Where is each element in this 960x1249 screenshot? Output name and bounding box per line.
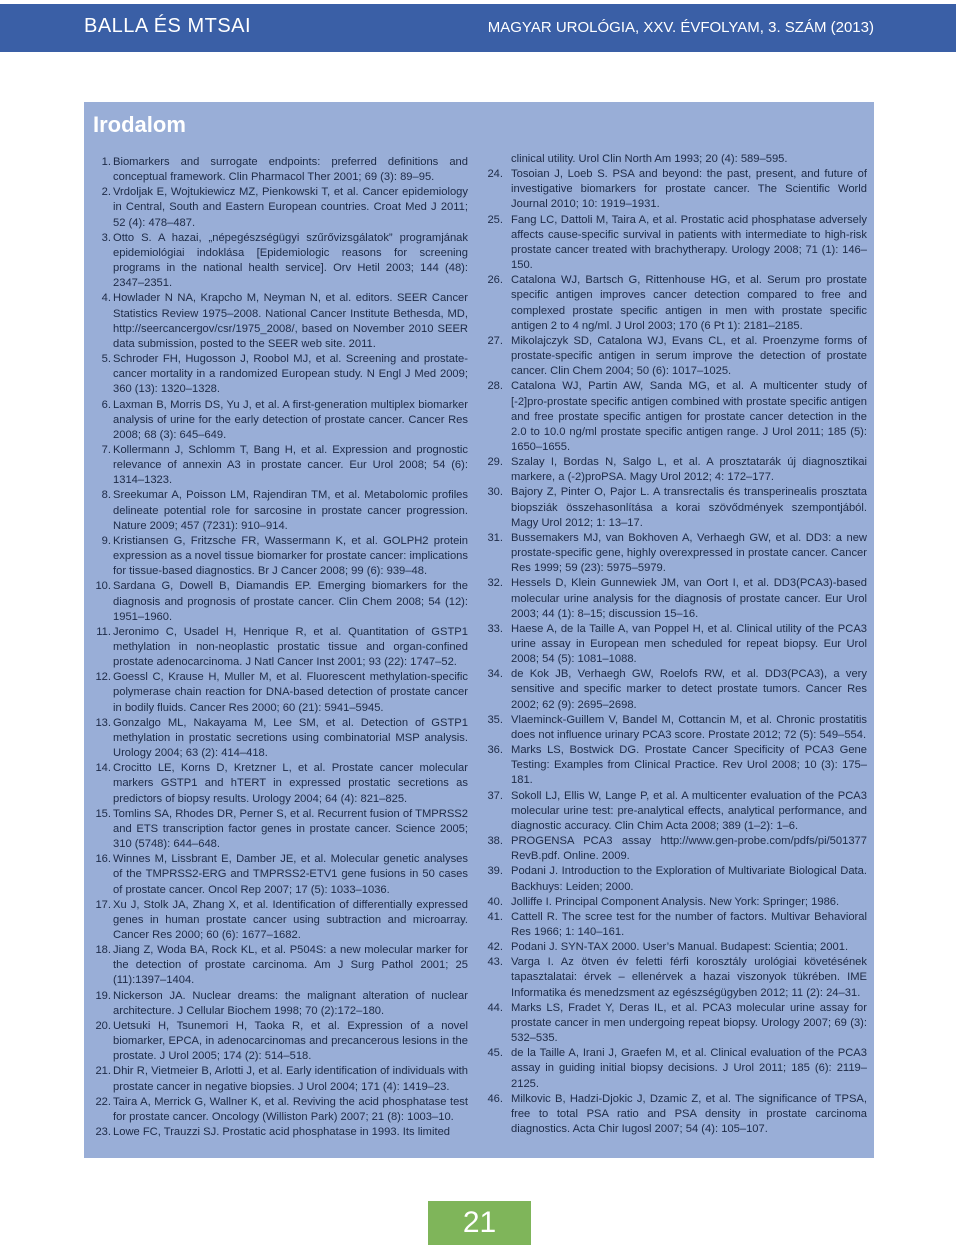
reference-item <box>486 531 867 576</box>
reference-item <box>486 1092 867 1137</box>
reference-number: 22. <box>95 1095 111 1108</box>
reference-text: Sardana G, Dowell B, Diamandis EP. Emerging biomarkers for the diagnosis and prognosis of prostate cancer. Clin Chem 2008; 54 (12): 1951–1960. <box>113 580 468 623</box>
reference-item <box>93 761 468 806</box>
reference-number: 34. <box>487 668 503 681</box>
reference-item <box>93 488 468 533</box>
reference-item <box>93 852 468 897</box>
reference-text: Xu J, Stolk JA, Zhang X, et al. Identification of differentially expressed genes in human prostate cancer using subtraction and microarray. Cancer Res 2000; 60 (6): 1677–1682. <box>113 898 468 941</box>
reference-text: Lowe FC, Trauzzi SJ. Prostatic acid phosphatase in 1993. Its limited <box>113 1126 451 1138</box>
references-panel <box>84 102 874 1158</box>
reference-text: Sokoll LJ, Ellis W, Lange P, et al. A multicenter evaluation of the PCA3 molecular urine test: pre-analytical effects, analytical performance, and diagnostic accuracy. Clin Chim Acta 2008; 389 (1–2): 1–6. <box>511 789 867 832</box>
reference-number: 32. <box>487 577 503 590</box>
reference-item <box>93 807 468 852</box>
reference-item <box>486 955 867 1000</box>
section-title: Irodalom <box>93 112 186 137</box>
reference-continuation <box>486 152 867 167</box>
reference-item <box>93 898 468 943</box>
reference-number: 6. <box>101 398 111 411</box>
reference-number: 39. <box>487 865 503 878</box>
reference-number: 26. <box>487 274 503 287</box>
reference-text: Bussemakers MJ, van Bokhoven A, Verhaegh GW, et al. DD3: a new prostate-specific gene, highly overexpressed in prostate cancer. Cancer Res 1999; 59 (23): 5975–5979. <box>511 531 867 575</box>
reference-text: Vlaeminck-Guillem V, Bandel M, Cottancin M, et al. Chronic prostatitis does not influence urinary PCA3 score. Prostate 2012; 72 (5): 549–554. <box>511 713 867 741</box>
page-header <box>0 4 956 52</box>
reference-text: Schroder FH, Hugosson J, Roobol MJ, et al. Screening and prostate-cancer mortality in a randomized European study. N Engl J Med 2009; 360 (13): 1320–1328. <box>113 353 468 396</box>
reference-number: 4. <box>101 292 111 305</box>
reference-item <box>93 231 468 292</box>
reference-item <box>486 834 867 864</box>
references-right-column <box>486 152 867 1137</box>
reference-number: 5. <box>101 353 111 366</box>
reference-text: Szalay I, Bordas N, Salgo L, et al. A prosztatarák új diagnosztikai markere, a (-2)proPSA. Magy Urol 2012; 4: 172–177. <box>511 456 867 484</box>
reference-text: Fang LC, Dattoli M, Taira A, et al. Prostatic acid phosphatase adversely affects cause-specific survival in patients with intermediate to high-risk prostate cancer treated with brachytherapy. Urology 2008; 71 (1): 146–150. <box>511 213 867 272</box>
reference-number: 16. <box>95 853 111 866</box>
reference-number: 8. <box>101 489 111 502</box>
reference-number: 46. <box>487 1092 503 1105</box>
reference-item <box>486 213 867 274</box>
reference-text: Haese A, de la Taille A, van Poppel H, et al. Clinical utility of the PCA3 urine assay in European men scheduled for repeat biopsy. Eur Urol 2008; 54 (5): 1081–1088. <box>511 622 867 666</box>
reference-text: Gonzalgo ML, Nakayama M, Lee SM, et al. Detection of GSTP1 methylation in prostatic secretions using combinatorial MSP analysis. Urology 2004; 63 (2): 414–418. <box>113 716 468 760</box>
reference-number: 10. <box>95 580 111 593</box>
reference-item <box>486 167 867 212</box>
reference-text: Nickerson JA. Nuclear dreams: the malignant alteration of nuclear architecture. J Cellular Biochem 1998; 70 (2):172–180. <box>113 989 468 1017</box>
reference-text: Jeronimo C, Usadel H, Henrique R, et al. Quantitation of GSTP1 methylation in non-neoplastic prostatic tissue and organ-confined prostate adenocarcinoma. J Natl Cancer Inst 2001; 93 (22): 1747–52. <box>113 625 468 669</box>
reference-text: Kollermann J, Schlomm T, Bang H, et al. Expression and prognostic relevance of annexin A3 in prostate cancer. Eur Urol 2008; 54 (6): 1314–1323. <box>113 443 468 487</box>
reference-text: Goessl C, Krause H, Muller M, et al. Fluorescent methylation-specific polymerase chain reaction for DNA-based detection of prostate cancer in bodily fluids. Cancer Res 2000; 60 (21): 5941–5945. <box>113 671 468 714</box>
reference-item <box>486 713 867 743</box>
reference-text: Biomarkers and surrogate endpoints: preferred definitions and conceptual framework. Clin Pharmacol Ther 2001; 69 (3): 89–95. <box>113 156 468 184</box>
reference-number: 1. <box>101 156 111 168</box>
reference-item <box>486 789 867 834</box>
reference-item <box>93 670 468 715</box>
reference-number: 13. <box>95 716 111 729</box>
page-number: 21 <box>462 1206 497 1239</box>
reference-number: 14. <box>95 762 111 775</box>
reference-text: Winnes M, Lissbrant E, Damber JE, et al. Molecular genetic analyses of the TMPRSS2-ERG and TMPRSS2-ETV1 gene fusions in 50 cases of prostate cancer. Oncol Rep 2007; 17 (5): 1033–1036. <box>113 853 468 896</box>
reference-item <box>93 185 468 230</box>
reference-item <box>93 291 468 352</box>
reference-text: Milkovic B, Hadzi-Djokic J, Dzamic Z, et al. The significance of TPSA, free to total PSA ratio and PSA density in prostate carcinoma diagnostics. Acta Chir Iugosl 2007; 54 (4): 105–107. <box>511 1092 867 1135</box>
reference-number: 40. <box>487 895 503 908</box>
reference-item <box>486 273 867 334</box>
reference-text: Vrdoljak E, Wojtukiewicz MZ, Pienkowski T, et al. Cancer epidemiology in Central, South and Eastern European countries. Croat Med J 2011; 52 (4): 478–487. <box>113 186 468 229</box>
reference-text: Mikolajczyk SD, Catalona WJ, Evans CL, et al. Proenzyme forms of prostate-specific antigen in serum improve the detection of prostate cancer. Clin Chem 2004; 50 (6): 1017–1025. <box>511 334 867 378</box>
reference-text: Dhir R, Vietmeier B, Arlotti J, et al. Early identification of individuals with prostate cancer in negative biopsies. J Urol 2004; 171 (4): 1419–23. <box>113 1065 468 1093</box>
reference-item <box>486 576 867 621</box>
reference-number: 27. <box>487 334 503 347</box>
reference-text: PROGENSA PCA3 assay http://www.gen-probe.com/pdfs/pi/501377 RevB.pdf. Online. 2009. <box>511 835 867 863</box>
reference-text: Jolliffe I. Principal Component Analysis. New York: Springer; 1986. <box>511 895 840 908</box>
reference-item <box>486 455 867 485</box>
reference-number: 25. <box>487 213 503 226</box>
reference-number: 33. <box>487 622 503 635</box>
reference-number: 38. <box>487 835 503 848</box>
page-number-box <box>428 1201 531 1245</box>
reference-item <box>486 667 867 712</box>
reference-item <box>486 864 867 894</box>
reference-item <box>93 1095 468 1125</box>
reference-item <box>486 743 867 788</box>
reference-item <box>93 1019 468 1064</box>
reference-number: 2. <box>101 186 111 199</box>
reference-text: Catalona WJ, Partin AW, Sanda MG, et al. A multicenter study of [-2]pro-prostate specific antigen combined with prostate specific antigen and free prostate specific antigen for prostate cancer detection in the 2.0 to 10.0 ng/ml prostate specific antigen range. J Urol 2011; 185 (5): 1650–1655. <box>511 380 867 453</box>
reference-item <box>93 398 468 443</box>
journal-running-head: MAGYAR UROLÓGIA, XXV. ÉVFOLYAM, 3. SZÁM (2013) <box>487 19 874 36</box>
reference-item <box>93 943 468 988</box>
reference-number: 3. <box>101 231 111 244</box>
reference-text: de la Taille A, Irani J, Graefen M, et al. Clinical evaluation of the PCA3 assay in guiding initial biopsy decisions. J Urol 2011; 185 (6): 2119–2125. <box>511 1047 867 1090</box>
reference-item <box>93 155 468 185</box>
reference-number: 23. <box>95 1126 111 1138</box>
reference-text: Marks LS, Fradet Y, Deras IL, et al. PCA3 molecular urine assay for prostate cancer in men undergoing repeat biopsy. Urology 2007; 69 (3): 532–535. <box>511 1001 867 1045</box>
reference-number: 20. <box>95 1019 111 1032</box>
reference-number: 18. <box>95 944 111 957</box>
reference-number: 37. <box>487 789 503 802</box>
reference-text: Varga I. Az ötven év feletti férfi korosztály urológiai követésének tapasztalatai: érvek – ellenérvek a hazai viszonyok tükrében. IME Informatika és menedzsment az egészségügyben 2012; 11 (2): 24–31. <box>511 956 867 999</box>
reference-number: 21. <box>95 1065 111 1078</box>
reference-number: 31. <box>487 531 503 544</box>
reference-item <box>486 622 867 667</box>
reference-text: Crocitto LE, Korns D, Kretzner L, et al. Prostate cancer molecular markers GSTP1 and hTERT in expressed prostatic secretions as predictors of biopsy results. Urology 2004; 64 (4): 821–825. <box>113 762 468 805</box>
reference-text: Hessels D, Klein Gunnewiek JM, van Oort I, et al. DD3(PCA3)-based molecular urine analysis for the diagnosis of prostate cancer. Eur Urol 2003; 44 (1): 8–15; discussion 15–16. <box>511 577 867 620</box>
reference-item <box>93 1064 468 1094</box>
reference-number: 7. <box>101 443 111 456</box>
reference-item <box>93 716 468 761</box>
reference-number: 17. <box>95 898 111 911</box>
reference-number: 30. <box>487 486 503 499</box>
reference-item <box>486 1046 867 1091</box>
reference-number: 19. <box>95 989 111 1002</box>
reference-item <box>486 895 867 910</box>
reference-text: Podani J. SYN-TAX 2000. User’s Manual. Budapest: Scientia; 2001. <box>511 941 849 954</box>
reference-text: Jiang Z, Woda BA, Rock KL, et al. P504S: a new molecular marker for the detection of prostate carcinoma. Am J Surg Pathol 2001; 25 (11):1397–1404. <box>113 944 468 987</box>
reference-item <box>93 352 468 397</box>
reference-text: Bajory Z, Pinter O, Pajor L. A transrectalis és transperinealis prosztata biopsziák összehasonlítása a korai szövődmények szempontjából. Magy Urol 2012; 1: 13–17. <box>511 486 867 529</box>
references-left-column <box>93 155 468 1140</box>
reference-number: 11. <box>96 625 111 638</box>
reference-item <box>93 1125 468 1140</box>
reference-item <box>486 485 867 530</box>
reference-number: 28. <box>487 380 503 393</box>
reference-item <box>486 334 867 379</box>
reference-continuation-text: clinical utility. Urol Clin North Am 1993; 20 (4): 589–595. <box>511 153 788 165</box>
reference-text: Howlader N NA, Krapcho M, Neyman N, et al. editors. SEER Cancer Statistics Review 1975–2008. National Cancer Institute Bethesda, MD, http://seercancergov/csr/1975_2008/, based on November 2010 SEER data submission, posted to the SEER web site. 2011. <box>113 292 468 350</box>
reference-item <box>93 443 468 488</box>
reference-item <box>486 910 867 940</box>
reference-item <box>486 940 867 955</box>
reference-text: Sreekumar A, Poisson LM, Rajendiran TM, et al. Metabolomic profiles delineate potential role for sarcosine in prostate cancer progression. Nature 2009; 457 (7231): 910–914. <box>113 489 468 532</box>
reference-text: Kristiansen G, Fritzsche FR, Wassermann K, et al. GOLPH2 protein expression as a novel tissue biomarker for prostate cancer: implications for tissue-based diagnostics. Br J Cancer 2008; 99 (6): 939–48. <box>113 534 468 578</box>
reference-number: 42. <box>487 941 503 954</box>
reference-item <box>93 625 468 670</box>
reference-number: 43. <box>487 956 503 969</box>
reference-text: Marks LS, Bostwick DG. Prostate Cancer Specificity of PCA3 Gene Testing: Examples from Clinical Practice. Rev Urol 2008; 10 (3): 175–181. <box>511 744 867 787</box>
reference-text: Catalona WJ, Bartsch G, Rittenhouse HG, et al. Serum pro prostate specific antigen improves cancer detection compared to free and complexed prostate specific antigen in men with prostate specific antigen 2 to 4 ng/ml. J Urol 2003; 170 (6 Pt 1): 2181–2185. <box>511 274 867 332</box>
reference-text: Tomlins SA, Rhodes DR, Perner S, et al. Recurrent fusion of TMPRSS2 and ETS transcription factor genes in prostate cancer. Science 2005; 310 (5748): 644–648. <box>113 807 468 851</box>
reference-number: 12. <box>95 671 111 684</box>
reference-number: 44. <box>487 1001 503 1014</box>
reference-item <box>93 579 468 624</box>
reference-item <box>93 534 468 579</box>
reference-item <box>486 1001 867 1046</box>
reference-number: 24. <box>487 168 503 181</box>
reference-text: Taira A, Merrick G, Wallner K, et al. Reviving the acid phosphatase test for prostate cancer. Oncology (Williston Park) 2007; 21 (8): 1003–10. <box>113 1095 468 1123</box>
reference-text: Uetsuki H, Tsunemori H, Taoka R, et al. Expression of a novel biomarker, EPCA, in adenocarcinomas and precancerous lesions in the prostate. J Urol 2005; 174 (2): 514–518. <box>113 1019 468 1063</box>
reference-number: 45. <box>487 1047 503 1060</box>
reference-number: 35. <box>487 713 503 726</box>
author-running-head: BALLA ÉS MTSAI <box>84 15 252 37</box>
reference-text: Tosoian J, Loeb S. PSA and beyond: the past, present, and future of investigative biomarkers for prostate cancer. The Scientific World Journal 2010; 10: 1919–1931. <box>511 168 867 211</box>
reference-number: 36. <box>487 744 503 757</box>
reference-number: 41. <box>487 910 503 923</box>
reference-number: 15. <box>95 807 111 820</box>
reference-item <box>93 989 468 1019</box>
reference-text: de Kok JB, Verhaegh GW, Roelofs RW, et al. DD3(PCA3), a very sensitive and specific marker to detect prostate tumors. Cancer Res 2002; 62 (9): 2695–2698. <box>511 668 867 711</box>
reference-text: Laxman B, Morris DS, Yu J, et al. A first-generation multiplex biomarker analysis of urine for the early detection of prostate cancer. Cancer Res 2008; 68 (3): 645–649. <box>113 398 468 441</box>
reference-number: 29. <box>487 456 503 469</box>
reference-text: Cattell R. The scree test for the number of factors. Multivar Behavioral Res 1966; 1: 140–161. <box>511 910 867 938</box>
reference-text: Otto S. A hazai, „népegészségügyi szűrővizsgálatok” programjának epidemiológiai indoklása [Epidemiologic reasons for screening programs in the national health service]. Orv Hetil 2003; 144 (48): 2347–2351. <box>113 231 468 290</box>
reference-text: Podani J. Introduction to the Exploration of Multivariate Biological Data. Backhuys: Leiden; 2000. <box>511 865 867 893</box>
reference-number: 9. <box>101 534 111 547</box>
reference-item <box>486 379 867 455</box>
